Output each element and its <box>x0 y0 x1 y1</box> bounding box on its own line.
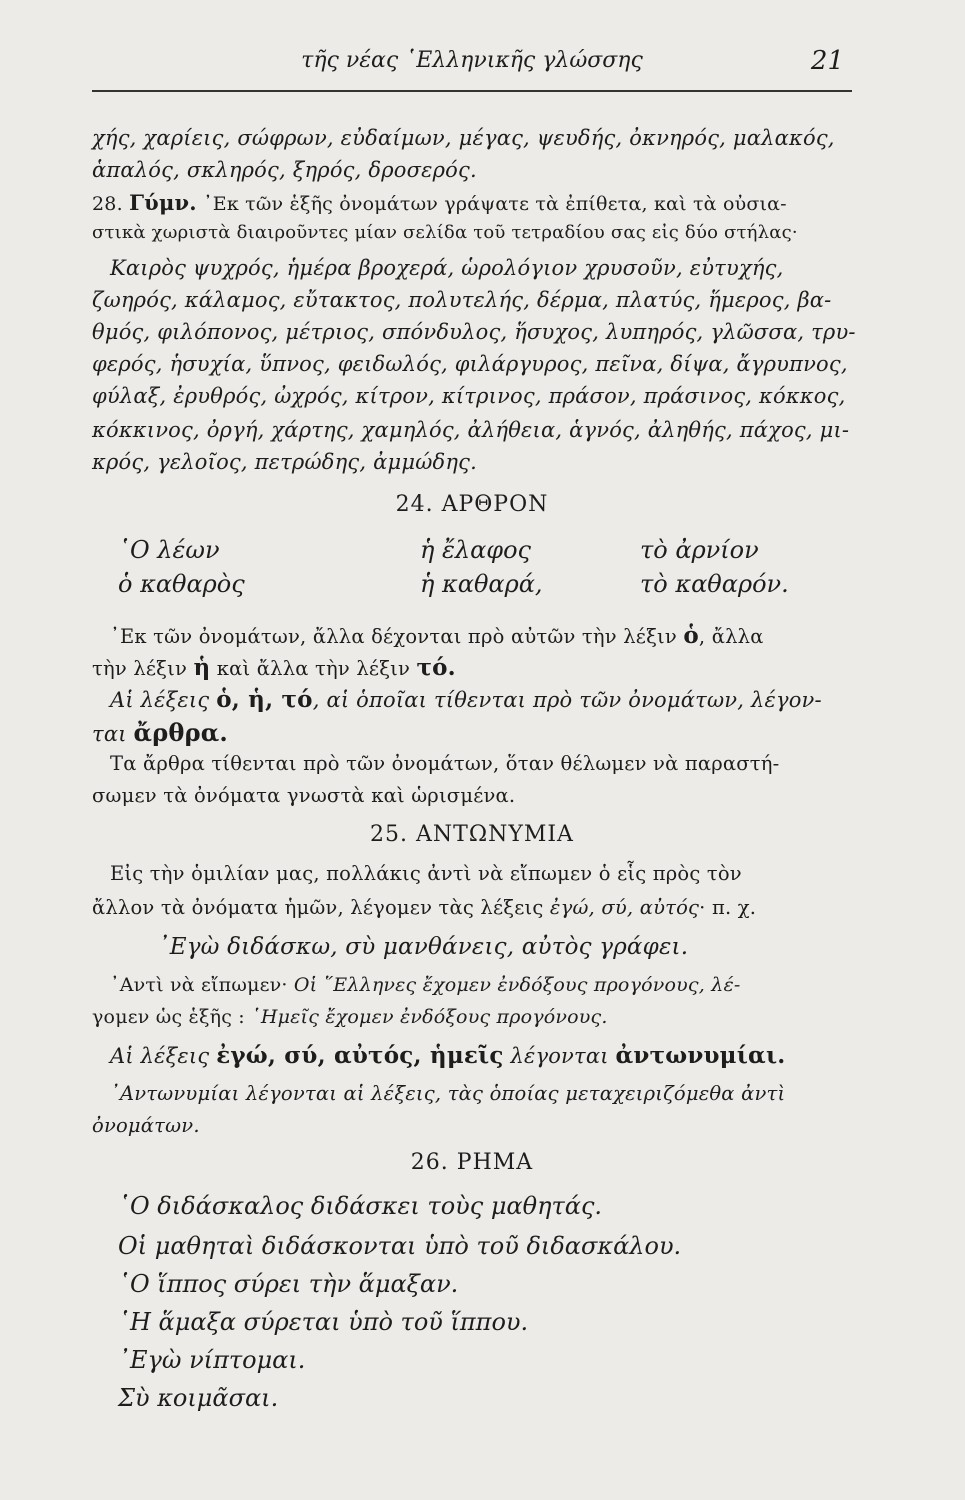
pronouns-bold: ἐγώ, σύ, αὐτός, ἡμεῖς <box>216 1042 504 1069</box>
word-list-line-1: Καιρὸς ψυχρός, ἡμέρα βροχερά, ὡρολόγιον χρυσοῦν, εὐτυχής, <box>110 256 784 280</box>
s25-para-line-2 <box>92 896 852 919</box>
s24-para-line-3 <box>110 686 852 713</box>
s25-text: γομεν ὡς ἑξῆς : <box>92 1006 245 1028</box>
section-25-title: 25. ΑΝΤΩΝΥΜΙΑ <box>370 822 574 847</box>
verb-example-6: Σὺ κοιμᾶσαι. <box>118 1384 279 1412</box>
word-list-line-7: κρός, γελοῖος, πετρώδης, ἀμμώδης. <box>92 450 477 474</box>
article-to: τό. <box>416 654 456 681</box>
s24-text: , αἱ ὁποῖαι τίθενται πρὸ τῶν ὀνομάτων, λέγον- <box>312 688 822 712</box>
article-neut-noun: τὸ ἀρνίον <box>640 536 759 564</box>
section-24-title: 24. ΑΡΘΡΟΝ <box>395 492 549 517</box>
article-i: ἡ <box>193 654 211 681</box>
word-list-line-3: θμός, φιλόπονος, μέτριος, σπόνδυλος, ἥσυχος, λυπηρός, γλῶσσα, τρυ- <box>92 320 856 344</box>
verb-example-3: ῾Ο ἵππος σύρει τὴν ἅμαξαν. <box>118 1270 459 1298</box>
s25-para-line-1: Εἰς τὴν ὁμιλίαν μας, πολλάκις ἀντὶ νὰ εἴπωμεν ὁ εἷς πρὸς τὸν <box>110 862 742 885</box>
s25-text: λέγονται <box>510 1044 609 1068</box>
s24-text: ται <box>92 722 127 746</box>
page-number: 21 <box>810 46 844 76</box>
word-list-line-6: κόκκινος, ὀργή, χάρτης, χαμηλός, ἀλήθεια, ἁγνός, ἀληθής, πάχος, μι- <box>92 418 850 442</box>
term-antonymiai: ἀντωνυμίαι. <box>615 1042 786 1069</box>
running-title: τῆς νέας ῾Ελληνικῆς γλώσσης <box>301 48 643 73</box>
verb-example-2: Οἱ μαθηταὶ διδάσκονται ὑπὸ τοῦ διδασκάλου. <box>118 1232 682 1260</box>
intro-line-1: χής, χαρίεις, σώφρων, εὐδαίμων, μέγας, ψευδής, ὀκνηρός, μαλακός, <box>92 126 835 150</box>
page-header <box>92 48 852 88</box>
s25-example-3: ῾Ημεῖς ἔχομεν ἐνδόξους προγόνους. <box>251 1006 608 1028</box>
s24-text: Αἱ λέξεις <box>110 688 210 712</box>
article-neut-adj: τὸ καθαρόν. <box>640 570 789 598</box>
s25-text: · π. χ. <box>699 896 757 919</box>
s24-para-line-6: σωμεν τὰ ὀνόματα γνωστὰ καὶ ὡρισμένα. <box>92 784 516 807</box>
verb-example-4: ῾Η ἅμαξα σύρεται ὑπὸ τοῦ ἵππου. <box>118 1308 529 1336</box>
word-list-line-5: φύλαξ, ἐρυθρός, ὠχρός, κίτρον, κίτρινος, πράσον, πράσινος, κόκκος, <box>92 384 846 408</box>
pronouns-list: ἐγώ, σύ, αὐτός <box>549 896 700 919</box>
verb-example-5: ᾿Εγὼ νίπτομαι. <box>118 1346 306 1374</box>
exercise-instruction-1: ᾿Εκ τῶν ἑξῆς ὀνομάτων γράψατε τὰ ἐπίθετα, καὶ τὰ οὐσια- <box>203 193 787 215</box>
articles-bold: ὁ, ἡ, τό <box>216 686 313 713</box>
exercise-number: 28. <box>92 193 123 215</box>
s25-example-1: ᾿Εγὼ διδάσκω, σὺ μανθάνεις, αὐτὸς γράφει. <box>158 934 689 960</box>
exercise-28-line-2: στικὰ χωριστὰ διαιροῦντες μίαν σελίδα τοῦ τετραδίου σας εἰς δύο στήλας· <box>92 222 798 243</box>
s24-para-line-2 <box>92 654 852 681</box>
s25-para-line-5 <box>110 1042 852 1069</box>
s24-para-line-1 <box>110 622 852 649</box>
section-26-title: 26. ΡΗΜΑ <box>410 1150 534 1175</box>
article-masc-adj: ὁ καθαρὸς <box>118 570 245 598</box>
s24-text: ᾿Εκ τῶν ὀνομάτων, ἄλλα δέχονται πρὸ αὐτῶν τὴν λέξιν <box>110 625 677 648</box>
exercise-label: Γύμν. <box>129 190 197 215</box>
s25-text: ἄλλον τὰ ὀνόματα ἡμῶν, λέγομεν τὰς λέξεις <box>92 896 544 919</box>
article-masc-noun: ῾Ο λέων <box>118 536 220 564</box>
header-rule <box>92 90 852 92</box>
term-arthra: ἄρθρα. <box>133 718 228 747</box>
article-fem-adj: ἡ καθαρά, <box>420 570 543 598</box>
article-fem-noun: ἡ ἔλαφος <box>420 536 531 564</box>
word-list-line-4: φερός, ἡσυχία, ὕπνος, φειδωλός, φιλάργυρος, πεῖνα, δίψα, ἄγρυπνος, <box>92 352 848 376</box>
s24-para-line-4 <box>92 718 852 747</box>
s24-para-line-5: Τα ἄρθρα τίθενται πρὸ τῶν ὀνομάτων, ὅταν θέλωμεν νὰ παραστή- <box>110 752 780 775</box>
s25-para-line-7: ὀνομάτων. <box>92 1114 200 1137</box>
exercise-28-line-1 <box>92 190 852 215</box>
article-o: ὁ <box>683 622 699 649</box>
s25-para-line-6: ᾿Αντωνυμίαι λέγονται αἱ λέξεις, τὰς ὁποίας μεταχειριζόμεθα ἀντὶ <box>110 1082 786 1105</box>
s25-para-line-3 <box>110 974 852 996</box>
s25-para-line-4 <box>92 1006 852 1028</box>
verb-example-1: ῾Ο διδάσκαλος διδάσκει τοὺς μαθητάς. <box>118 1192 603 1220</box>
s24-text: καὶ ἄλλα τὴν λέξιν <box>216 657 411 680</box>
s24-text: τὴν λέξιν <box>92 657 188 680</box>
s24-text: , ἄλλα <box>698 625 764 648</box>
s25-text: Αἱ λέξεις <box>110 1044 210 1068</box>
word-list-line-2: ζωηρός, κάλαμος, εὔτακτος, πολυτελής, δέρμα, πλατύς, ἥμερος, βα- <box>92 288 832 312</box>
s25-example-2: Οἱ ῞Ελληνες ἔχομεν ἐνδόξους προγόνους, λέ- <box>293 974 741 996</box>
s25-text: ᾿Αντὶ νὰ εἴπωμεν· <box>110 974 288 996</box>
intro-line-2: ἁπαλός, σκληρός, ξηρός, δροσερός. <box>92 158 477 182</box>
